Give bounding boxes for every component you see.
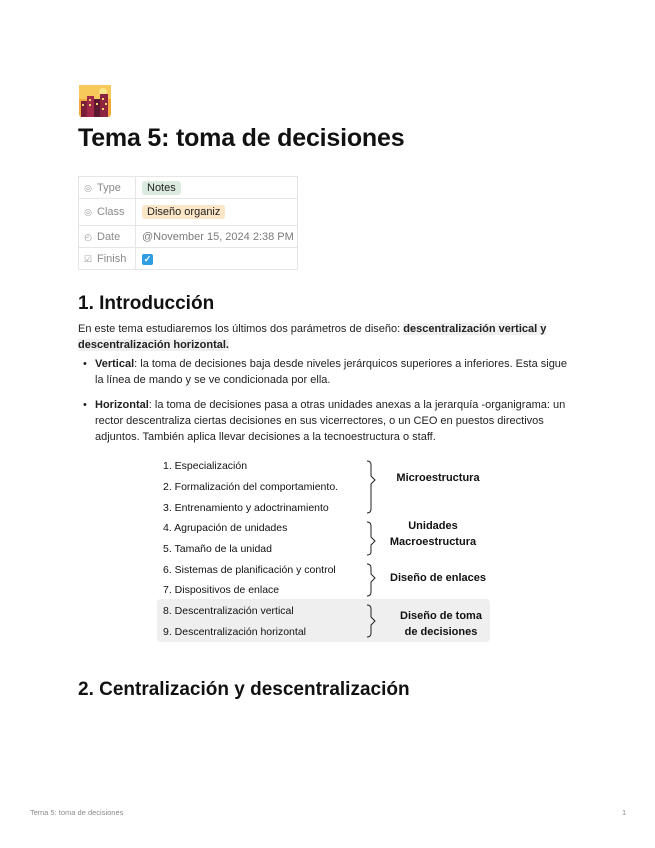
- section-heading-centralizacion: 2. Centralización y descentralización: [78, 679, 410, 700]
- properties-table: [78, 176, 298, 270]
- bracket-enlaces: [367, 564, 375, 596]
- diagram-item: 6. Sistemas de planificación y control: [163, 564, 336, 576]
- bullet-term: Vertical: [95, 358, 135, 370]
- clock-icon: ◴: [84, 231, 92, 242]
- diagram-item: 1. Especialización: [163, 460, 248, 472]
- page-title: Tema 5: toma de decisiones: [78, 124, 405, 152]
- bullet-text: : la toma de decisiones pasa a otras unidades anexas a la jerarquía -organigrama: un rector descentraliza ciertas decisiones en sus vicerrectores, o un CEO en puestos directivos adjuntos. También aplica llevar decisiones a la tecnoestructura o staff.: [95, 399, 566, 443]
- list-item: [78, 397, 578, 445]
- section-heading-introduccion: 1. Introducción: [78, 293, 215, 314]
- intro-paragraph-text: En este tema estudiaremos los últimos dos parámetros de diseño:: [78, 323, 404, 335]
- type-tag[interactable]: Notes: [142, 181, 181, 195]
- bullet-list: [78, 356, 578, 454]
- footer-page-number: 1: [622, 808, 627, 817]
- list-item: [78, 356, 578, 388]
- city-buildings-icon: [79, 85, 111, 117]
- bracket-macroestructura: [367, 522, 375, 555]
- intro-paragraph-bold: descentralización vertical y descentralización horizontal.: [78, 323, 547, 351]
- class-tag[interactable]: Diseño organiz: [142, 205, 225, 219]
- group-label-enlaces: Diseño de enlaces: [390, 572, 486, 584]
- date-value[interactable]: @November 15, 2024 2:38 PM: [142, 230, 294, 243]
- gear-icon: ◎: [84, 182, 92, 193]
- property-row-date[interactable]: [79, 226, 298, 248]
- gear-icon: ◎: [84, 207, 92, 217]
- property-key: Finish: [97, 252, 127, 265]
- intro-paragraph: [78, 321, 568, 353]
- diagram-item: 8. Descentralización vertical: [163, 605, 294, 617]
- checkbox-icon: ☑: [83, 253, 93, 264]
- property-row-finish[interactable]: [79, 248, 298, 270]
- property-key: Type: [97, 181, 121, 194]
- diagram-item: 4. Agrupación de unidades: [163, 522, 288, 534]
- bracket-microestructura: [367, 461, 375, 513]
- diagram-item: 3. Entrenamiento y adoctrinamiento: [163, 502, 329, 514]
- page-icon[interactable]: [79, 85, 111, 117]
- property-row-type[interactable]: [79, 177, 298, 199]
- diagram-item: 2. Formalización del comportamiento.: [163, 481, 339, 493]
- bullet-term: Horizontal: [95, 399, 149, 411]
- group-label-decisiones: Diseño de toma de decisiones: [400, 610, 482, 638]
- bullet-dot: •: [83, 358, 87, 370]
- bracket-decisiones: [367, 605, 375, 637]
- design-parameters-diagram: [157, 454, 491, 642]
- group-label-macroestructura: Unidades Macroestructura: [389, 520, 477, 548]
- bullet-text: : la toma de decisiones baja desde niveles jerárquicos superiores a inferiores. Esta sigue la línea de mando y se ve condicionada por ella.: [95, 358, 568, 386]
- property-key: Class: [97, 206, 125, 218]
- property-key: Date: [97, 230, 121, 243]
- group-label-microestructura: Microestructura: [396, 472, 480, 484]
- diagram-item: 5. Tamaño de la unidad: [163, 543, 272, 555]
- footer-doc-title: Tema 5: toma de decisiones: [30, 808, 124, 817]
- diagram-item: 7. Dispositivos de enlace: [163, 584, 280, 596]
- diagram-item: 9. Descentralización horizontal: [163, 626, 306, 638]
- finish-checkbox[interactable]: ✓: [143, 253, 152, 264]
- property-row-class[interactable]: [79, 199, 298, 226]
- bullet-dot: •: [83, 399, 87, 411]
